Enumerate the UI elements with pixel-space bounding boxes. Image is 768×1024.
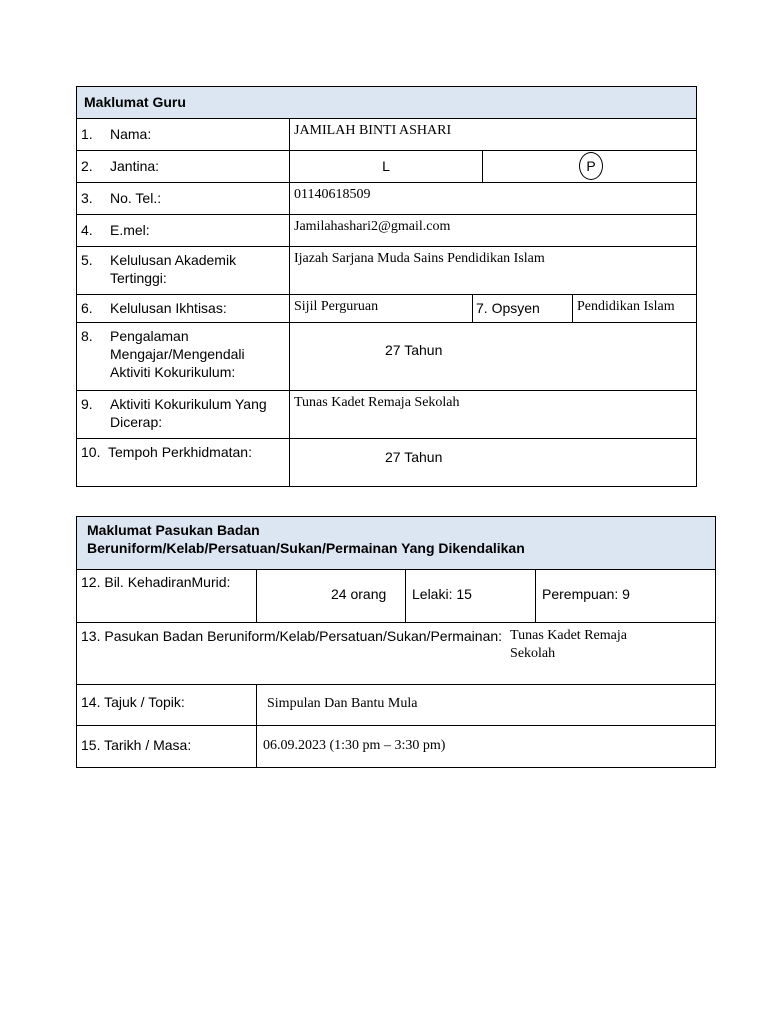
tel-value: 01140618509	[290, 183, 697, 215]
row-pasukan	[77, 623, 716, 685]
tel-label: No. Tel.:	[110, 190, 162, 206]
kehadiran-total: 24 orang	[257, 570, 406, 623]
opsyen-value: Pendidikan Islam	[573, 295, 697, 323]
aktiviti-dicerap-value: Tunas Kadet Remaja Sekolah	[290, 391, 697, 439]
row-number: 3.	[81, 190, 93, 206]
tarikh-label: 15. Tarikh / Masa:	[77, 726, 257, 768]
jantina-option-p-circled: P	[579, 152, 603, 180]
label-cell	[77, 323, 290, 391]
opsyen-label: 7. Opsyen	[473, 295, 573, 323]
label-cell	[77, 119, 290, 151]
pasukan-label: 13. Pasukan Badan Beruniform/Kelab/Persatuan/Sukan/Permainan:	[81, 628, 503, 644]
label-cell	[77, 183, 290, 215]
row-kelulusan-akademik	[77, 247, 697, 295]
label-cell	[77, 247, 290, 295]
row-number: 1.	[81, 126, 93, 142]
tempoh-value: 27 Tahun	[290, 439, 697, 487]
label-cell	[77, 215, 290, 247]
row-number: 5.	[81, 252, 93, 268]
jantina-label: Jantina:	[110, 158, 160, 174]
kelulusan-ikhtisas-value: Sijil Perguruan	[290, 295, 473, 323]
tarikh-value: 06.09.2023 (1:30 pm – 3:30 pm)	[257, 726, 716, 768]
row-number: 4.	[81, 222, 93, 238]
row-number: 10.	[81, 444, 101, 460]
row-tarikh	[77, 726, 716, 768]
row-pengalaman	[77, 323, 697, 391]
kehadiran-lelaki: Lelaki: 15	[406, 570, 536, 623]
label-cell	[77, 391, 290, 439]
row-nama	[77, 119, 697, 151]
maklumat-guru-header: Maklumat Guru	[77, 87, 697, 119]
tajuk-value: Simpulan Dan Bantu Mula	[257, 685, 716, 726]
row-number: 6.	[81, 300, 93, 316]
label-cell	[77, 439, 290, 487]
row-number: 9.	[81, 396, 93, 412]
row-jantina	[77, 151, 697, 183]
row-tel	[77, 183, 697, 215]
kelulusan-akademik-value: Ijazah Sarjana Muda Sains Pendidikan Islam	[290, 247, 697, 295]
maklumat-pasukan-table	[76, 516, 716, 768]
kelulusan-akademik-label: Kelulusan Akademik Tertinggi:	[110, 252, 237, 286]
row-number: 2.	[81, 158, 93, 174]
row-tajuk	[77, 685, 716, 726]
kehadiran-perempuan: Perempuan: 9	[536, 570, 716, 623]
row-aktiviti-dicerap	[77, 391, 697, 439]
pengalaman-label: Pengalaman Mengajar/Mengendali Aktiviti Kokurikulum:	[110, 328, 245, 380]
row-emel	[77, 215, 697, 247]
tempoh-label: Tempoh Perkhidmatan:	[108, 444, 252, 460]
row-number: 8.	[81, 328, 93, 344]
jantina-option-p-cell	[483, 151, 697, 183]
emel-value: Jamilahashari2@gmail.com	[290, 215, 697, 247]
tajuk-label: 14. Tajuk / Topik:	[77, 685, 257, 726]
maklumat-pasukan-header: Maklumat Pasukan Badan Beruniform/Kelab/Persatuan/Sukan/Permainan Yang Dikendalikan	[77, 517, 716, 570]
row-kehadiran	[77, 570, 716, 623]
row-tempoh	[77, 439, 697, 487]
pengalaman-value: 27 Tahun	[290, 323, 697, 391]
nama-label: Nama:	[110, 126, 152, 142]
pasukan-value: Tunas Kadet Remaja Sekolah	[510, 628, 627, 661]
nama-value: JAMILAH BINTI ASHARI	[290, 119, 697, 151]
emel-label: E.mel:	[110, 222, 150, 238]
kelulusan-ikhtisas-label: Kelulusan Ikhtisas:	[110, 300, 227, 316]
label-cell	[77, 151, 290, 183]
jantina-option-l: L	[290, 151, 483, 183]
label-cell	[77, 295, 290, 323]
row-kelulusan-ikhtisas	[77, 295, 697, 323]
pasukan-cell	[77, 623, 716, 685]
aktiviti-dicerap-label: Aktiviti Kokurikulum Yang Dicerap:	[110, 396, 267, 430]
kehadiran-label: 12. Bil. KehadiranMurid:	[77, 570, 257, 623]
maklumat-guru-table	[76, 86, 697, 487]
